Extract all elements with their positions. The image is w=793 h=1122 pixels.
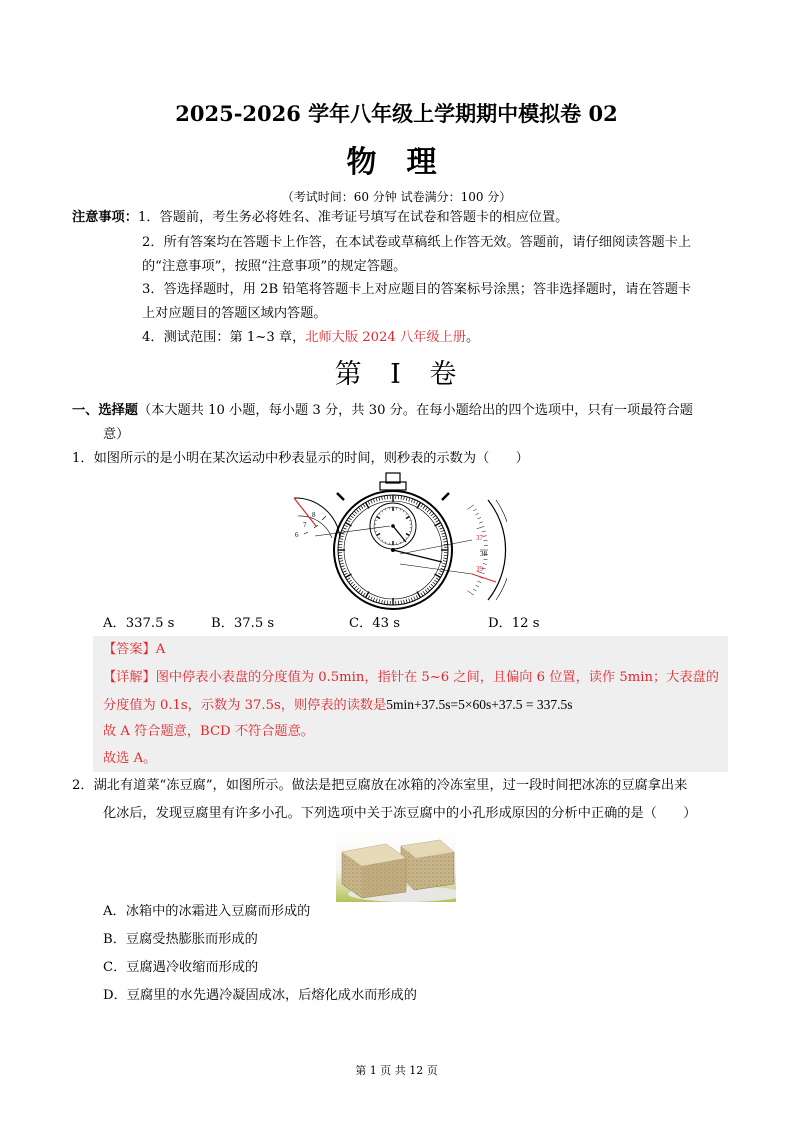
question-2-option-d: D．豆腐里的水先遇冷凝固成冰，后熔化成水而形成的	[103, 988, 417, 1003]
question-1-detail-line2	[103, 697, 572, 714]
inset-mark-6: 6	[295, 531, 299, 539]
question-1-stem: 1．如图所示的是小明在某次运动中秒表显示的时间，则秒表的示数为（ ）	[72, 451, 529, 466]
scale-mark-37: 37	[476, 534, 483, 542]
question-2-option-b: B．豆腐受热膨胀而形成的	[103, 932, 258, 947]
question-2-option-c: C．豆腐遇冷收缩而形成的	[103, 960, 259, 975]
question-1-option-b: B．37.5 s	[211, 616, 275, 631]
page-footer: 第 1 页 共 12 页	[355, 1064, 438, 1077]
inset-mark-7: 7	[303, 521, 307, 529]
frozen-tofu-image	[336, 832, 456, 902]
notes-block	[72, 210, 568, 226]
note-item-4-prefix: 4．测试范围：第 1~3 章，	[142, 330, 306, 345]
scale-mark-39: 39	[476, 565, 483, 573]
note-item-4	[142, 330, 479, 346]
question-2-stem-line1: 2．湖北有道菜“冻豆腐”，如图所示。做法是把豆腐放在冰箱的冷冻室里，过一段时间把冰冻的豆腐拿出来	[72, 778, 688, 793]
inset-mark-8: 8	[312, 511, 316, 519]
question-1-answer: 【答案】A	[103, 642, 166, 657]
section-heading-bold: 一、选择题	[72, 403, 138, 418]
detail-label: 【详解】	[103, 670, 156, 685]
question-1-detail-line1	[103, 670, 719, 686]
note-item-2-line2: 的“注意事项”，按照“注意事项”的规定答题。	[142, 259, 407, 274]
note-item-4-scope: 北师大版 2024 八年级上册	[305, 330, 466, 345]
note-item-3-line1: 3．答选择题时，用 2B 铅笔将答题卡上对应题目的答案标号涂黑；答非选择题时，请在答题卡	[142, 282, 692, 297]
exam-title: 2025-2026 学年八年级上学期期中模拟卷 02	[175, 101, 618, 126]
volume-title: 第 I 卷	[334, 359, 467, 390]
question-2-stem-line2: 化冰后，发现豆腐里有许多小孔。下列选项中关于冻豆腐中的小孔形成原因的分析中正确的是（ ）	[103, 806, 697, 821]
detail-formula: 5min+37.5s=5×60s+37.5 = 337.5s	[386, 697, 573, 712]
question-2-option-a: A．冰箱中的冰霜进入豆腐而形成的	[103, 904, 311, 919]
note-item-4-suffix: 。	[465, 330, 480, 345]
notes-label: 注意事项：	[72, 210, 138, 225]
note-item-1: 1．答题前，考生务必将姓名、准考证号填写在试卷和答题卡的相应位置。	[137, 210, 569, 225]
stopwatch-figure	[282, 470, 507, 615]
detail-text-1: 图中停表小表盘的分度值为 0.5min，指针在 5~6 之间，且偏向 6 位置，读作 5min；大表盘的	[155, 670, 719, 685]
section-heading-line2: 意）	[103, 427, 130, 442]
question-1-option-c: C．43 s	[349, 616, 401, 631]
question-1-option-d: D．12 s	[488, 616, 540, 631]
exam-info: （考试时间：60 分钟 试卷满分：100 分）	[281, 190, 512, 204]
small-dial-hand	[393, 526, 406, 542]
section-heading	[72, 403, 693, 419]
note-item-3-line2: 上对应题目的答题区域内答题。	[142, 306, 327, 321]
detail-text-2: 分度值为 0.1s，示数为 37.5s，则停表的读数是	[103, 698, 387, 713]
question-1-conclusion: 故 A 符合题意，BCD 不符合题意。	[103, 724, 314, 739]
question-1-option-a: A．337.5 s	[103, 616, 175, 631]
scale-mark-38: 38	[480, 550, 487, 558]
section-heading-text: （本大题共 10 小题，每小题 3 分，共 30 分。在每小题给出的四个选项中，只有一项最符合题	[137, 403, 693, 418]
question-1-choice: 故选 A。	[103, 751, 157, 766]
note-item-2-line1: 2．所有答案均在答题卡上作答，在本试卷或草稿纸上作答无效。答题前，请仔细阅读答题卡上	[142, 235, 692, 250]
big-dial-hand	[393, 550, 442, 562]
subject-title: 物理	[346, 145, 467, 180]
